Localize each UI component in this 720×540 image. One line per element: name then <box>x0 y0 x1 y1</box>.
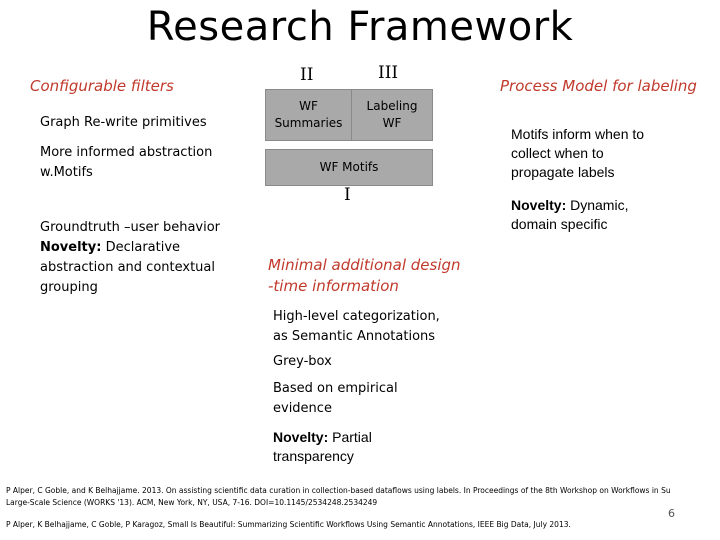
roman-numeral-three: III <box>378 63 399 83</box>
center-item-empirical-line1: Based on empirical <box>273 381 398 396</box>
box-wf-summaries-line1: WF <box>299 99 318 113</box>
box-labeling-wf-line2: WF <box>382 116 402 130</box>
box-wf-summaries-line2: Summaries <box>274 116 343 130</box>
center-item-categorization-line2: as Semantic Annotations <box>273 329 436 344</box>
left-novelty-label: Novelty: <box>40 240 102 255</box>
page-title: Research Framework <box>146 4 574 50</box>
right-heading: Process Model for labeling <box>500 77 697 95</box>
center-novelty-line1 <box>273 428 372 447</box>
box-wf-summaries <box>265 89 352 141</box>
left-heading: Configurable filters <box>30 77 174 95</box>
center-item-empirical-line2: evidence <box>273 401 332 416</box>
right-novelty-label: Novelty: <box>511 197 567 213</box>
center-novelty-line2: transparency <box>273 448 354 464</box>
box-wf-motifs: WF Motifs <box>265 149 433 186</box>
center-novelty-label: Novelty: <box>273 429 329 445</box>
left-novelty-line3: grouping <box>40 280 98 295</box>
right-novelty-line2: domain specific <box>511 216 608 232</box>
right-novelty-text1: Dynamic, <box>566 197 629 213</box>
center-heading-line1: Minimal additional design <box>268 256 461 274</box>
center-novelty <box>273 428 372 466</box>
left-novelty-line2: abstraction and contextual <box>40 260 215 275</box>
center-heading <box>268 255 461 297</box>
left-novelty-text1: Declarative <box>101 240 181 255</box>
citation-1-line1: P Alper, C Goble, and K Belhajjame. 2013. On assisting scientific data curation in collection-based dataflows using labels. In Proceedings of the 8th Workshop on Workflows in Su <box>6 486 671 495</box>
citation-1 <box>6 485 671 509</box>
left-item-abstraction <box>40 143 212 183</box>
right-motifs-line1: Motifs inform when to <box>511 126 645 142</box>
roman-numeral-one: I <box>344 185 351 205</box>
right-novelty <box>511 196 628 234</box>
center-novelty-text1: Partial <box>328 429 372 445</box>
left-novelty <box>40 238 215 298</box>
box-labeling-wf-line1: Labeling <box>366 99 418 113</box>
box-labeling-wf <box>351 89 433 141</box>
right-novelty-line1 <box>511 196 628 215</box>
page-number: 6 <box>668 507 675 520</box>
center-item-categorization-line1: High-level categorization, <box>273 309 440 324</box>
center-item-categorization <box>273 307 440 347</box>
left-item-abstraction-line2: w.Motifs <box>40 165 93 180</box>
center-heading-line2: -time information <box>268 277 399 295</box>
left-item-groundtruth: Groundtruth –user behavior <box>40 220 221 235</box>
right-motifs-line2: collect when to <box>511 145 604 161</box>
left-item-abstraction-line1: More informed abstraction <box>40 145 213 160</box>
citation-2: P Alper, K Belhajjame, C Goble, P Karagoz, Small Is Beautiful: Summarizing Scientific Workflows Using Semantic Annotations, IEEE Big Data, July 2013. <box>6 520 571 529</box>
center-item-greybox: Grey-box <box>273 354 332 369</box>
left-novelty-line1 <box>40 238 215 258</box>
center-item-empirical <box>273 379 398 419</box>
left-item-rewrite: Graph Re-write primitives <box>40 115 207 130</box>
citation-1-line2: Large-Scale Science (WORKS '13). ACM, New York, NY, USA, 7-16. DOI=10.1145/2534248.2534249 <box>6 498 378 507</box>
right-motifs-line3: propagate labels <box>511 164 615 180</box>
right-motifs-text <box>511 125 644 182</box>
roman-numeral-two: II <box>300 65 314 85</box>
